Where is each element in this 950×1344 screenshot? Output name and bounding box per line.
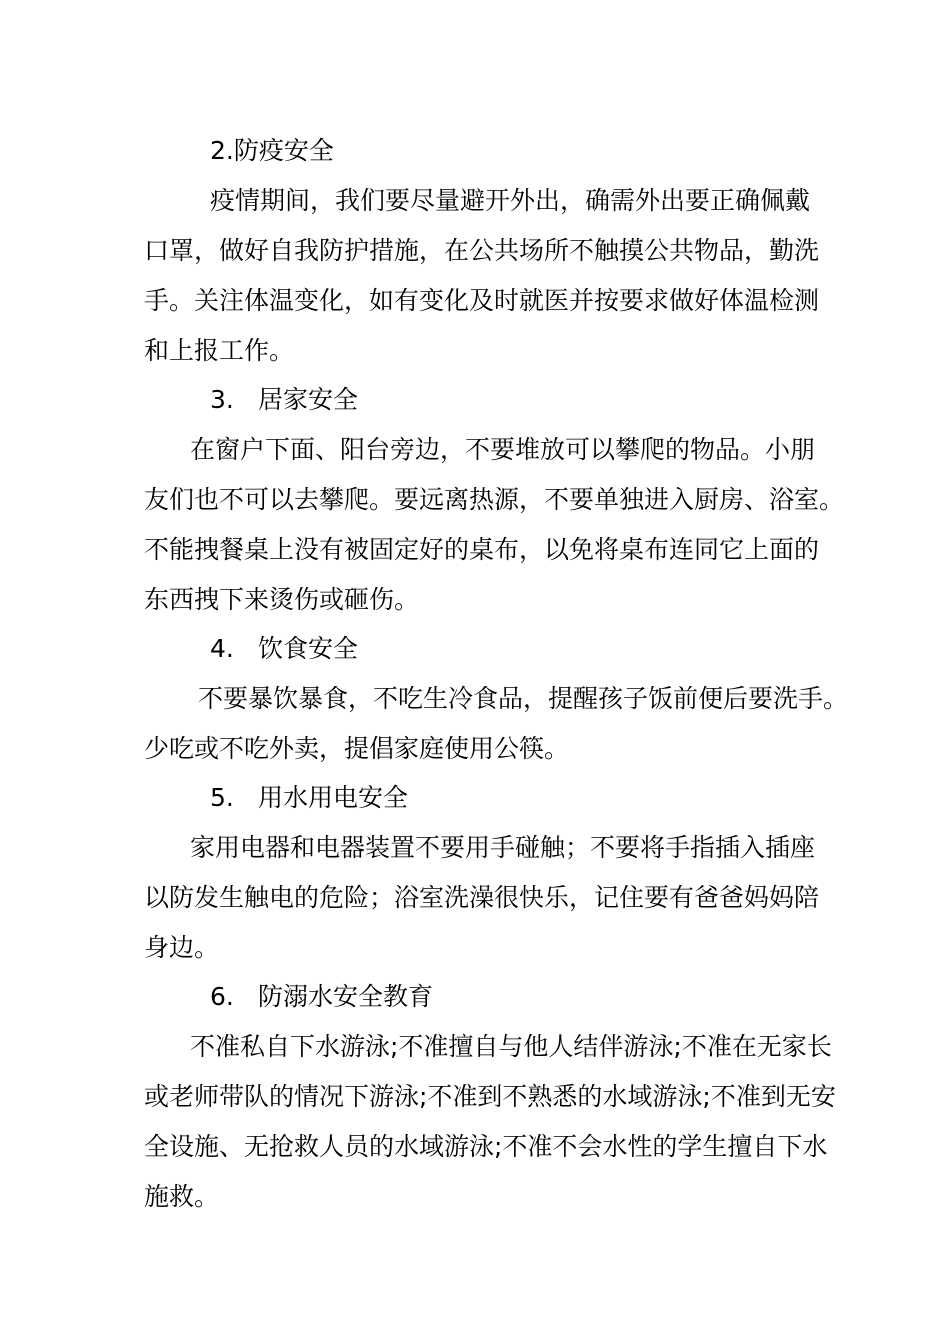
- paragraph-line: 全设施、无抢救人员的水域游泳;不准不会水性的学生擅自下水: [144, 1132, 828, 1161]
- section-title: 防溺水安全教育: [258, 982, 434, 1011]
- section-number: 5.: [210, 783, 234, 812]
- section-title: 用水用电安全: [258, 783, 409, 812]
- paragraph-line: 少吃或不吃外卖，提倡家庭使用公筷。: [144, 734, 570, 763]
- paragraph-line: 家用电器和电器装置不要用手碰触；不要将手指插入插座: [190, 833, 816, 862]
- paragraph-line: 不能拽餐桌上没有被固定好的桌布，以免将桌布连同它上面的: [144, 535, 820, 564]
- section-title: 饮食安全: [258, 634, 359, 663]
- paragraph-line: 或老师带队的情况下游泳;不准到不熟悉的水域游泳;不准到无安: [144, 1082, 836, 1111]
- paragraph-line: 施救。: [144, 1182, 220, 1211]
- paragraph-line: 不要暴饮暴食，不吃生冷食品，提醒孩子饭前便后要洗手。: [198, 684, 849, 713]
- section-title: 居家安全: [258, 385, 359, 414]
- paragraph-line: 手。关注体温变化，如有变化及时就医并按要求做好体温检测: [144, 286, 820, 315]
- paragraph-line: 在窗户下面、阳台旁边，不要堆放可以攀爬的物品。小朋: [190, 435, 816, 464]
- section-heading-2: 2.防疫安全: [210, 136, 334, 165]
- section-heading-4: [210, 624, 358, 674]
- paragraph-line: 东西拽下来烫伤或砸伤。: [144, 585, 420, 614]
- section-number: 3.: [210, 385, 234, 414]
- section-number: 4.: [210, 634, 234, 663]
- paragraph-line: 不准私自下水游泳;不准擅自与他人结伴游泳;不准在无家长: [190, 1032, 832, 1061]
- paragraph-line: 以防发生触电的危险；浴室洗澡很快乐，记住要有爸爸妈妈陪: [144, 883, 820, 912]
- section-heading-3: [210, 375, 358, 425]
- section-heading-6: [210, 972, 433, 1022]
- paragraph-line: 疫情期间，我们要尽量避开外出，确需外出要正确佩戴: [210, 186, 811, 215]
- paragraph-line: 口罩，做好自我防护措施，在公共场所不触摸公共物品，勤洗: [144, 236, 820, 265]
- section-heading-5: [210, 773, 408, 823]
- paragraph-line: 身边。: [144, 933, 220, 962]
- paragraph-line: 和上报工作。: [144, 336, 295, 365]
- paragraph-line: 友们也不可以去攀爬。要远离热源，不要单独进入厨房、浴室。: [144, 485, 845, 514]
- section-number: 6.: [210, 982, 234, 1011]
